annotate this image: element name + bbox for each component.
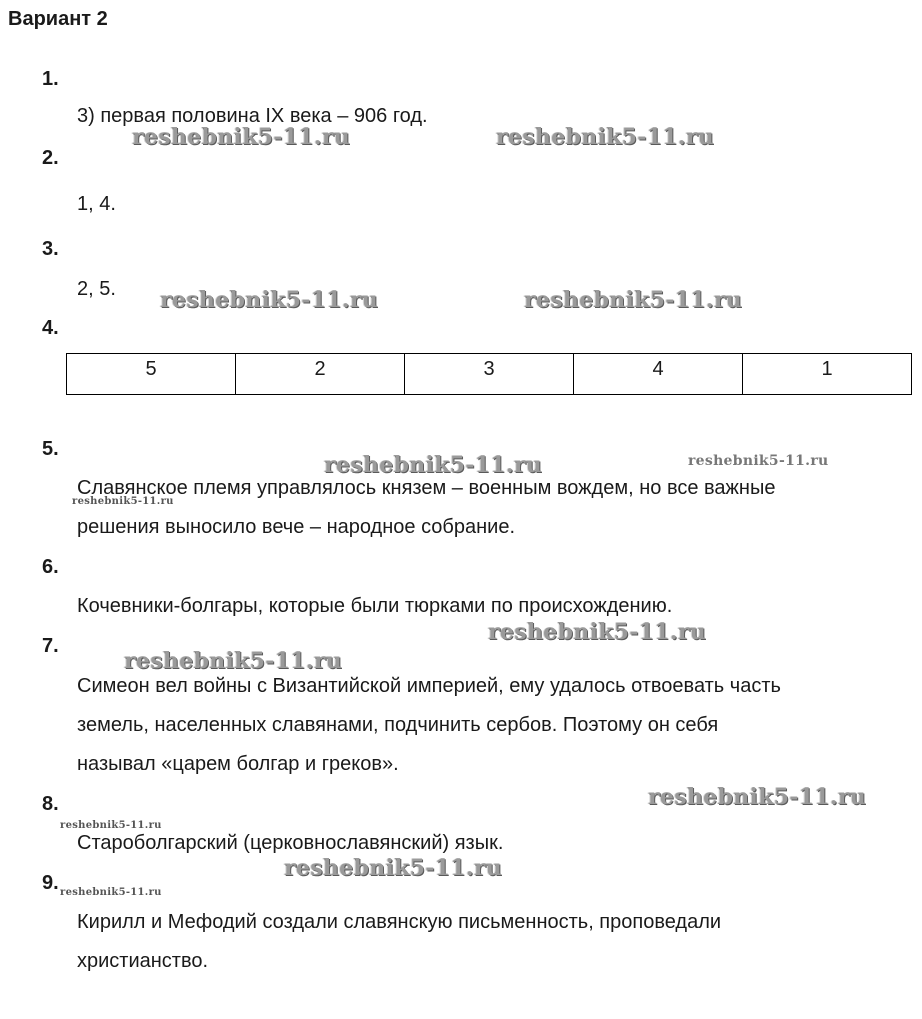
answer-9-line-1: Кирилл и Мефодий создали славянскую письменность, проповедали	[77, 911, 722, 933]
answer-5-line-2: решения выносило вече – народное собрание.	[77, 516, 516, 538]
answer-3-line-1: 2, 5.	[77, 278, 116, 300]
answer-7	[77, 667, 907, 784]
table-cell-1: 5	[67, 354, 236, 395]
answer-7-line-1: Симеон вел войны с Византийской империей, ему удалось отвоевать часть	[77, 675, 781, 697]
table-cell-3: 3	[405, 354, 574, 395]
watermark: reshebnik5-11.ru	[60, 820, 162, 831]
watermark: reshebnik5-11.ru	[284, 855, 503, 881]
question-number-8: 8.	[42, 793, 59, 815]
question-number-9: 9.	[42, 872, 59, 894]
answer-6-line-1: Кочевники-болгары, которые были тюрками по происхождению.	[77, 595, 673, 617]
watermark: reshebnik5-11.ru	[124, 648, 343, 674]
watermark: reshebnik5-11.ru	[72, 496, 174, 507]
answer-9	[77, 903, 907, 981]
question-number-1: 1.	[42, 68, 59, 90]
answer-1-line-1: 3) первая половина IX века – 906 год.	[77, 105, 428, 127]
table-row	[67, 354, 912, 395]
answer-4-table	[66, 353, 912, 395]
question-number-5: 5.	[42, 438, 59, 460]
answer-5-line-1: Славянское племя управлялось князем – военным вождем, но все важные	[77, 477, 776, 499]
watermark: reshebnik5-11.ru	[488, 619, 707, 645]
question-number-3: 3.	[42, 238, 59, 260]
table-cell-2: 2	[236, 354, 405, 395]
table-cell-5: 1	[743, 354, 912, 395]
answer-7-line-2: земель, населенных славянами, подчинить сербов. Поэтому он себя	[77, 714, 719, 736]
question-number-7: 7.	[42, 635, 59, 657]
watermark: reshebnik5-11.ru	[496, 124, 715, 150]
watermark: reshebnik5-11.ru	[324, 452, 543, 478]
watermark: reshebnik5-11.ru	[132, 124, 351, 150]
watermark: reshebnik5-11.ru	[60, 887, 162, 898]
answer-8-line-1: Староболгарский (церковнославянский) язык.	[77, 832, 504, 854]
answer-5	[77, 469, 907, 547]
answer-2	[77, 185, 907, 224]
question-number-6: 6.	[42, 556, 59, 578]
table-cell-4: 4	[574, 354, 743, 395]
question-number-2: 2.	[42, 147, 59, 169]
watermark: reshebnik5-11.ru	[160, 287, 379, 313]
watermark: reshebnik5-11.ru	[688, 453, 829, 469]
watermark: reshebnik5-11.ru	[524, 287, 743, 313]
answer-9-line-2: христианство.	[77, 950, 209, 972]
answer-2-line-1: 1, 4.	[77, 193, 116, 215]
watermark: reshebnik5-11.ru	[648, 784, 867, 810]
page-title: Вариант 2	[8, 8, 108, 30]
answer-7-line-3: называл «царем болгар и греков».	[77, 753, 399, 775]
question-number-4: 4.	[42, 317, 59, 339]
